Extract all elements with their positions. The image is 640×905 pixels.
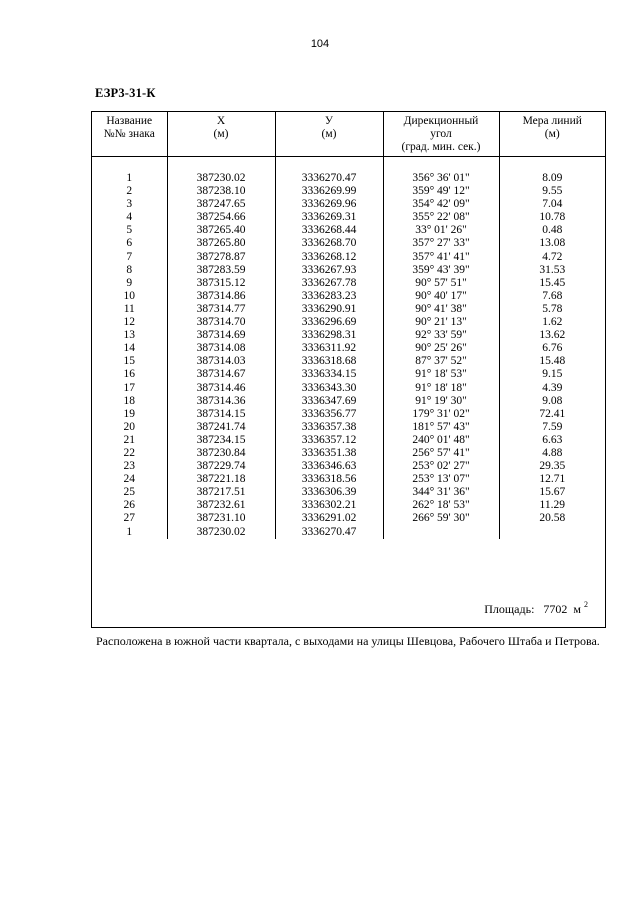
cell-x: 387238.10 (167, 185, 275, 198)
cell-direction-angle: 87° 37' 52" (383, 355, 499, 368)
cell-point-name: 26 (92, 499, 167, 512)
cell-point-name: 1 (92, 526, 167, 539)
table-row (92, 211, 605, 224)
cell-x: 387315.12 (167, 277, 275, 290)
cell-line-length: 0.48 (542, 224, 563, 237)
cell-direction-angle (383, 526, 499, 539)
cell-x: 387241.74 (167, 421, 275, 434)
cell-direction-angle: 354° 42' 09" (383, 198, 499, 211)
cell-direction-angle: 253° 13' 07" (383, 473, 499, 486)
cell-direction-angle: 90° 57' 51" (383, 277, 499, 290)
cell-line-length: 6.76 (542, 342, 563, 355)
cell-y: 3336270.47 (275, 172, 383, 185)
cell-point-name: 24 (92, 473, 167, 486)
header-point-name (92, 112, 167, 157)
cell-point-name: 16 (92, 368, 167, 381)
cell-direction-angle: 240° 01' 48" (383, 434, 499, 447)
cell-line-length: 9.15 (542, 368, 563, 381)
cell-point-name: 4 (92, 211, 167, 224)
table-row (92, 434, 605, 447)
cell-y: 3336267.78 (275, 277, 383, 290)
cell-y: 3336268.70 (275, 237, 383, 250)
cell-direction-angle: 357° 27' 33" (383, 237, 499, 250)
header-line: (град. мин. сек.) (401, 141, 481, 153)
table-row (92, 224, 605, 237)
cell-point-name: 8 (92, 264, 167, 277)
coordinates-table-frame (91, 111, 606, 628)
cell-point-name: 13 (92, 329, 167, 342)
cell-y: 3336291.02 (275, 512, 383, 525)
cell-x: 387314.15 (167, 408, 275, 421)
cell-x: 387314.69 (167, 329, 275, 342)
cell-x: 387314.86 (167, 290, 275, 303)
cell-x: 387278.87 (167, 251, 275, 264)
cell-x: 387314.70 (167, 316, 275, 329)
cell-x: 387231.10 (167, 512, 275, 525)
cell-line-length: 7.04 (542, 198, 563, 211)
cell-point-name: 2 (92, 185, 167, 198)
area-label: Площадь: (484, 602, 535, 616)
header-line-length (499, 112, 605, 157)
cell-x: 387283.59 (167, 264, 275, 277)
cell-y: 3336351.38 (275, 447, 383, 460)
header-line: Дирекционный (403, 115, 479, 127)
table-row (92, 185, 605, 198)
table-row (92, 368, 605, 381)
cell-y: 3336269.31 (275, 211, 383, 224)
cell-direction-angle: 90° 25' 26" (383, 342, 499, 355)
cell-line-length: 1.62 (542, 316, 563, 329)
cell-y: 3336302.21 (275, 499, 383, 512)
cell-direction-angle: 356° 36' 01" (383, 172, 499, 185)
table-row (92, 473, 605, 486)
header-x (167, 112, 275, 157)
cell-line-length: 10.78 (539, 211, 566, 224)
cell-y: 3336267.93 (275, 264, 383, 277)
cell-x: 387314.03 (167, 355, 275, 368)
cell-line-length: 15.67 (539, 486, 566, 499)
cell-direction-angle: 90° 21' 13" (383, 316, 499, 329)
cell-direction-angle: 359° 43' 39" (383, 264, 499, 277)
cell-point-name: 25 (92, 486, 167, 499)
cell-y: 3336283.23 (275, 290, 383, 303)
table-row (92, 395, 605, 408)
table-row (92, 447, 605, 460)
cell-point-name: 14 (92, 342, 167, 355)
table-row (92, 251, 605, 264)
cell-direction-angle: 90° 40' 17" (383, 290, 499, 303)
table-row (92, 355, 605, 368)
header-line: угол (430, 128, 452, 140)
header-y (275, 112, 383, 157)
cell-x: 387254.66 (167, 211, 275, 224)
cell-line-length: 4.72 (542, 250, 563, 263)
cell-line-length: 9.08 (542, 394, 563, 407)
cell-point-name: 20 (92, 421, 167, 434)
table-row (92, 486, 605, 499)
cell-x: 387247.65 (167, 198, 275, 211)
cell-y: 3336269.99 (275, 185, 383, 198)
cell-point-name: 27 (92, 512, 167, 525)
table-row (92, 303, 605, 316)
cell-y: 3336343.30 (275, 382, 383, 395)
header-line: №№ знака (103, 128, 155, 140)
cell-direction-angle: 91° 18' 53" (383, 368, 499, 381)
header-line: У (324, 115, 334, 127)
cell-direction-angle: 91° 19' 30" (383, 395, 499, 408)
cell-x: 387314.67 (167, 368, 275, 381)
area-value: 7702 (543, 602, 568, 616)
cell-x: 387314.77 (167, 303, 275, 316)
cell-line-length: 9.55 (542, 185, 563, 198)
cell-point-name: 17 (92, 382, 167, 395)
cell-line-length: 15.48 (539, 355, 566, 368)
cell-point-name: 19 (92, 408, 167, 421)
cell-y: 3336346.63 (275, 460, 383, 473)
cell-point-name: 18 (92, 395, 167, 408)
cell-direction-angle: 253° 02' 27" (383, 460, 499, 473)
cell-x: 387314.36 (167, 395, 275, 408)
cell-point-name: 22 (92, 447, 167, 460)
page-number: 104 (310, 38, 330, 50)
cell-y: 3336318.68 (275, 355, 383, 368)
table-row (92, 198, 605, 211)
cell-x: 387265.40 (167, 224, 275, 237)
table-row (92, 290, 605, 303)
header-direction-angle (383, 112, 499, 157)
cell-line-length: 12.71 (539, 473, 566, 486)
cell-line-length: 5.78 (542, 302, 563, 315)
header-line: (м) (544, 128, 560, 140)
cell-direction-angle: 355° 22' 08" (383, 211, 499, 224)
coordinates-table (92, 112, 605, 539)
cell-line-length: 13.62 (539, 329, 566, 342)
table-row (92, 342, 605, 355)
cell-point-name: 9 (92, 277, 167, 290)
header-line: Х (216, 115, 226, 127)
cell-x: 387230.02 (167, 172, 275, 185)
table-row (92, 382, 605, 395)
cell-line-length: 4.39 (542, 381, 563, 394)
cell-line-length: 72.41 (539, 407, 566, 420)
table-row (92, 329, 605, 342)
cell-direction-angle: 344° 31' 36" (383, 486, 499, 499)
cell-direction-angle: 262° 18' 53" (383, 499, 499, 512)
cell-point-name: 12 (92, 316, 167, 329)
cell-line-length: 11.29 (539, 499, 565, 512)
cell-direction-angle: 181° 57' 43" (383, 421, 499, 434)
cell-x: 387265.80 (167, 237, 275, 250)
table-row (92, 499, 605, 512)
cell-point-name: 3 (92, 198, 167, 211)
cell-y: 3336356.77 (275, 408, 383, 421)
cell-y: 3336268.44 (275, 224, 383, 237)
area-summary (484, 601, 588, 617)
cell-x: 387230.02 (167, 526, 275, 539)
cell-x: 387217.51 (167, 486, 275, 499)
cell-y: 3336306.39 (275, 486, 383, 499)
cell-point-name: 1 (92, 172, 167, 185)
header-line: (м) (321, 128, 337, 140)
document-title: ЕЗР3-31-К (95, 86, 156, 100)
location-description: Расположена в южной части квартала, с выходами на улицы Шевцова, Рабочего Штаба и Петрова. (96, 634, 600, 648)
table-row (92, 316, 605, 329)
cell-line-length (499, 526, 605, 539)
cell-y: 3336268.12 (275, 251, 383, 264)
cell-direction-angle: 256° 57' 41" (383, 447, 499, 460)
cell-point-name: 6 (92, 237, 167, 250)
cell-point-name: 10 (92, 290, 167, 303)
cell-line-length: 7.59 (542, 420, 563, 433)
cell-line-length: 8.09 (542, 172, 563, 184)
cell-x: 387229.74 (167, 460, 275, 473)
cell-line-length: 7.68 (542, 289, 563, 302)
cell-direction-angle: 179° 31' 02" (383, 408, 499, 421)
cell-y: 3336357.12 (275, 434, 383, 447)
cell-line-length: 6.63 (542, 433, 563, 446)
cell-y: 3336270.47 (275, 526, 383, 539)
table-row (92, 172, 605, 185)
cell-x: 387234.15 (167, 434, 275, 447)
cell-direction-angle: 266° 59' 30" (383, 512, 499, 525)
table-header-row (92, 112, 605, 157)
cell-point-name: 21 (92, 434, 167, 447)
table-row (92, 526, 605, 539)
area-unit-power: 2 (584, 600, 588, 609)
cell-line-length: 31.53 (539, 263, 566, 276)
cell-direction-angle: 357° 41' 41" (383, 251, 499, 264)
cell-line-length: 15.45 (539, 276, 566, 289)
table-row (92, 264, 605, 277)
cell-line-length: 20.58 (539, 512, 566, 525)
cell-y: 3336269.96 (275, 198, 383, 211)
cell-x: 387230.84 (167, 447, 275, 460)
cell-y: 3336347.69 (275, 395, 383, 408)
cell-line-length: 4.88 (542, 446, 563, 459)
cell-point-name: 5 (92, 224, 167, 237)
cell-y: 3336357.38 (275, 421, 383, 434)
table-row (92, 512, 605, 525)
area-unit: м (573, 602, 581, 616)
table-row (92, 237, 605, 250)
cell-point-name: 23 (92, 460, 167, 473)
cell-y: 3336334.15 (275, 368, 383, 381)
cell-direction-angle: 359° 49' 12" (383, 185, 499, 198)
table-row (92, 421, 605, 434)
cell-direction-angle: 91° 18' 18" (383, 382, 499, 395)
cell-y: 3336298.31 (275, 329, 383, 342)
cell-y: 3336290.91 (275, 303, 383, 316)
cell-direction-angle: 33° 01' 26" (383, 224, 499, 237)
spacer-row (92, 157, 605, 173)
cell-point-name: 7 (92, 251, 167, 264)
cell-y: 3336311.92 (275, 342, 383, 355)
header-line: Мера линий (522, 115, 582, 127)
table-row (92, 460, 605, 473)
cell-x: 387314.08 (167, 342, 275, 355)
header-line: (м) (213, 128, 229, 140)
cell-line-length: 29.35 (539, 460, 566, 473)
cell-direction-angle: 90° 41' 38" (383, 303, 499, 316)
cell-x: 387314.46 (167, 382, 275, 395)
cell-line-length: 13.08 (539, 237, 566, 250)
header-line: Название (106, 115, 153, 127)
table-row (92, 408, 605, 421)
table-body (92, 157, 605, 539)
cell-y: 3336318.56 (275, 473, 383, 486)
cell-direction-angle: 92° 33' 59" (383, 329, 499, 342)
cell-point-name: 15 (92, 355, 167, 368)
cell-x: 387232.61 (167, 499, 275, 512)
table-row (92, 277, 605, 290)
cell-y: 3336296.69 (275, 316, 383, 329)
cell-x: 387221.18 (167, 473, 275, 486)
cell-point-name: 11 (92, 303, 167, 316)
